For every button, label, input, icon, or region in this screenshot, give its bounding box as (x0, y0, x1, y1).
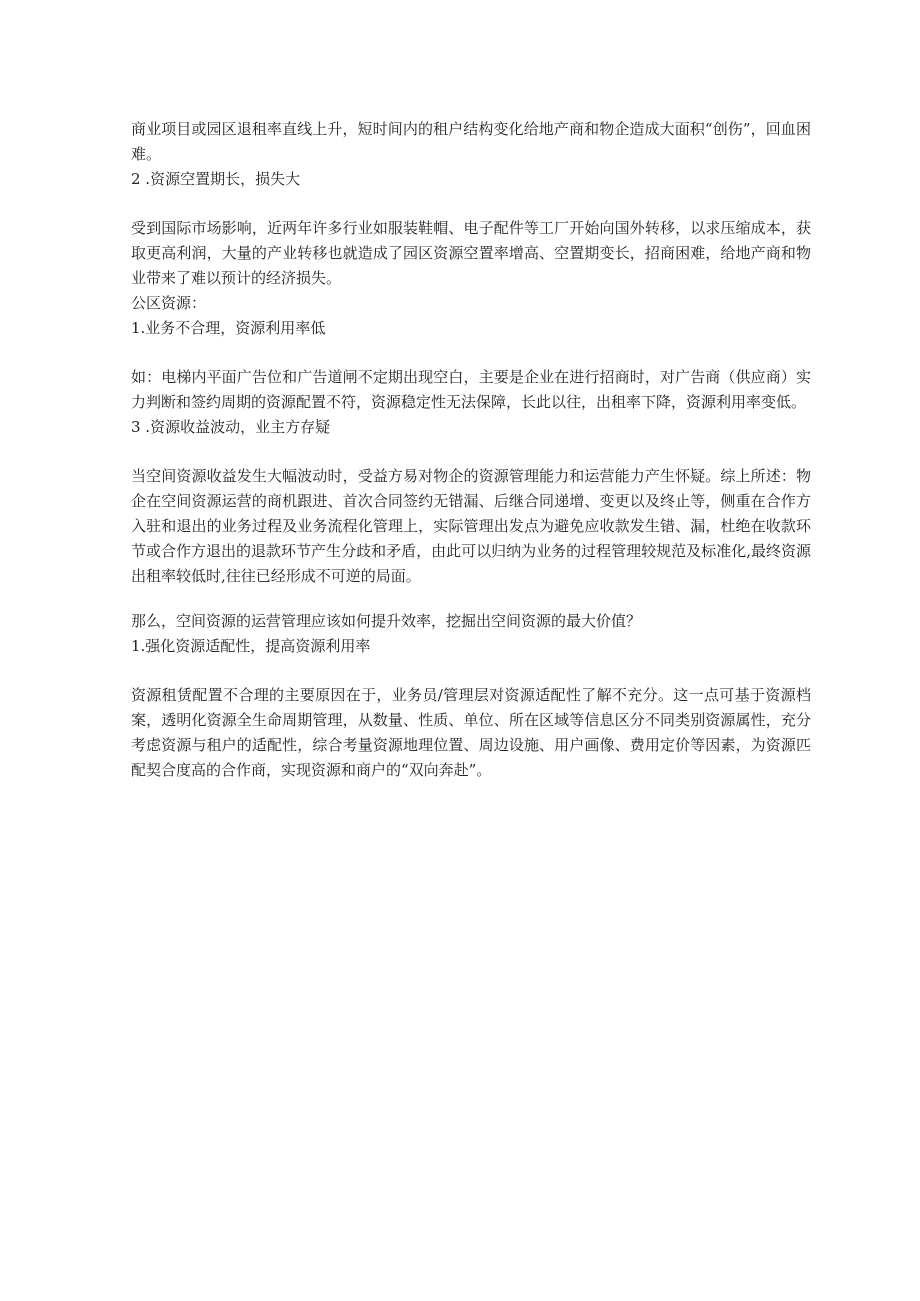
heading-revenue-fluctuation: 3 .资源收益波动，业主方存疑 (131, 418, 331, 436)
paragraph-adaptability: 资源租赁配置不合理的主要原因在于，业务员/管理层对资源适配性了解不充分。这一点可基于资源档案，透明化资源全生命周期管理，从数量、性质、单位、所在区域等信息区分不同类别资源属性，充分考虑资源与租户的适配性，综合考量资源地理位置、周边设施、用户画像、费用定价等因素，为资源匹配契合度高的合作商，实现资源和商户的“双向奔赴”。 (131, 686, 811, 779)
document-body (131, 117, 811, 783)
heading-strengthen-adaptability: 1.强化资源适配性，提高资源利用率 (131, 637, 371, 655)
paragraph-industry-transfer: 受到国际市场影响，近两年许多行业如服装鞋帽、电子配件等工厂开始向国外转移，以求压缩成本，获取更高利润，大量的产业转移也就造成了园区资源空置率增高、空置期变长，招商困难，给地产商和物业带来了难以预计的经济损失。 (131, 219, 811, 287)
heading-public-resources: 公区资源： (131, 294, 207, 312)
paragraph-summary: 当空间资源收益发生大幅波动时，受益方易对物企的资源管理能力和运营能力产生怀疑。综上所述：物企在空间资源运营的商机跟进、首次合同签约无错漏、后继合同递增、变更以及终止等，侧重在合作方入驻和退出的业务过程及业务流程化管理上，实际管理出发点为避免应收款发生错、漏，杜绝在收款环节或合作方退出的退款环节产生分歧和矛盾，由此可以归纳为业务的过程管理较规范及标准化,最终资源出租率较低时,往往已经形成不可逆的局面。 (131, 467, 811, 585)
heading-unreasonable-business: 1.业务不合理，资源利用率低 (131, 319, 326, 337)
heading-vacancy-loss: 2 .资源空置期长，损失大 (131, 170, 301, 188)
paragraph-question: 那么，空间资源的运营管理应该如何提升效率，挖掘出空间资源的最大价值？ (131, 612, 642, 630)
paragraph-tenant-turnover: 商业项目或园区退租率直线上升，短时间内的租户结构变化给地产商和物企造成大面积“创伤”，回血困难。 (131, 120, 811, 163)
paragraph-advertising-example: 如：电梯内平面广告位和广告道闸不定期出现空白，主要是企业在进行招商时，对广告商（供应商）实力判断和签约周期的资源配置不符，资源稳定性无法保障，长此以往，出租率下降，资源利用率变低。 (131, 368, 811, 411)
